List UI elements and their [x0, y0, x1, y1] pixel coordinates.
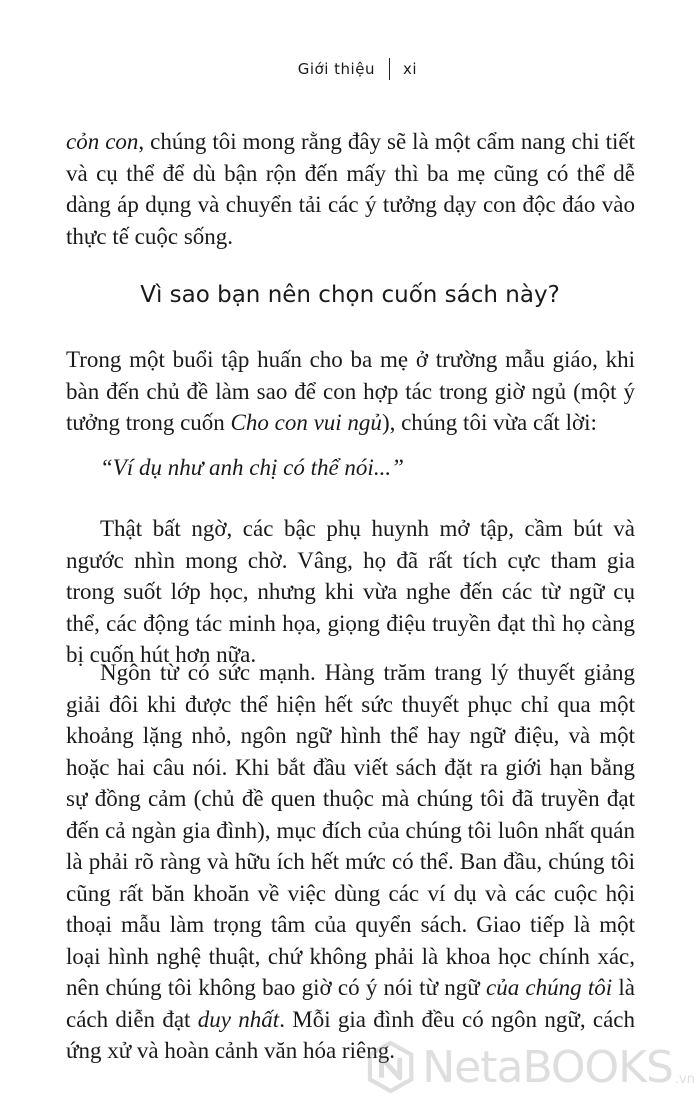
italic-phrase: cỏn con	[66, 129, 139, 154]
section-title: Giới thiệu	[297, 60, 375, 78]
paragraph-text: là cách diễn đạt	[66, 975, 635, 1032]
paragraph-parents-reaction	[66, 513, 635, 671]
book-title: Cho con vui ngủ	[230, 410, 382, 435]
page-number: xi	[402, 60, 417, 78]
italic-phrase: duy nhất	[197, 1006, 280, 1032]
paragraph-text: Ngôn từ có sức mạnh. Hàng trăm trang lý thuyết giảng giải đôi khi được thể hiện hết sức thuyết phục chỉ qua một khoảng lặng nhỏ, ngôn ngữ hình thể hay ngữ điệu, và một hoặc hai câu nói. Khi bắt đầu viết sách đặt ra giới hạn bằng sự đồng cảm (chủ đề quen thuộc mà chúng tôi đã truyền đạt đến cả ngàn gia đình), mục đích của chúng tôi luôn nhất quán là phải rõ ràng và hữu ích hết mức có thể. Ban đầu, chúng tôi cũng rất băn khoăn về việc dùng các ví dụ và các cuộc hội thoại mẫu làm trọng tâm của quyển sách. Giao tiếp là một loại hình nghệ thuật, chứ không phải là khoa học chính xác, nên chúng tôi không bao giờ có ý nói từ ngữ	[66, 660, 635, 1000]
watermark	[365, 1027, 695, 1107]
paragraph-text: ), chúng tôi vừa cất lời:	[381, 410, 597, 435]
paragraph-text: Trong một buổi tập huấn cho ba mẹ ở trường mẫu giáo, khi bàn đến chủ đề làm sao để con hợp tác trong giờ ngủ (một ý tưởng trong cuốn	[66, 347, 635, 435]
paragraph-words-power	[66, 657, 635, 1067]
paragraph-text: Thật bất ngờ, các bậc phụ huynh mở tập, cầm bút và ngước nhìn mong chờ. Vâng, họ đã rất tích cực tham gia trong suốt lớp học, nhưng khi vừa nghe đến các từ ngữ cụ thể, các động tác minh họa, giọng điệu truyền đạt thì họ càng bị cuốn hút hơn nữa.	[66, 516, 635, 667]
watermark-brand: NetaBOOKS	[422, 1041, 673, 1093]
paragraph-text: , chúng tôi mong rằng đây sẽ là một cẩm nang chi tiết và cụ thể để dù bận rộn đến mấy thì ba mẹ cũng có thể dễ dàng áp dụng và chuyển tải các ý tưởng dạy con độc đáo vào thực tế cuộc sống.	[66, 129, 635, 249]
header-divider	[389, 58, 390, 80]
paragraph-workshop	[66, 344, 635, 439]
watermark-domain: .vn	[674, 1072, 695, 1087]
italic-phrase: của chúng tôi	[485, 975, 613, 1000]
paragraph-text: . Mỗi gia đình đều có ngôn ngữ, cách ứng xử và hoàn cảnh văn hóa riêng.	[66, 1006, 636, 1063]
netabooks-logo-icon	[365, 1036, 416, 1098]
section-heading: Vì sao bạn nên chọn cuốn sách này?	[140, 282, 560, 308]
paragraph-intro-continued	[66, 126, 635, 252]
quote-line: “Ví dụ như anh chị có thể nói...”	[100, 455, 404, 480]
running-header	[298, 58, 417, 80]
